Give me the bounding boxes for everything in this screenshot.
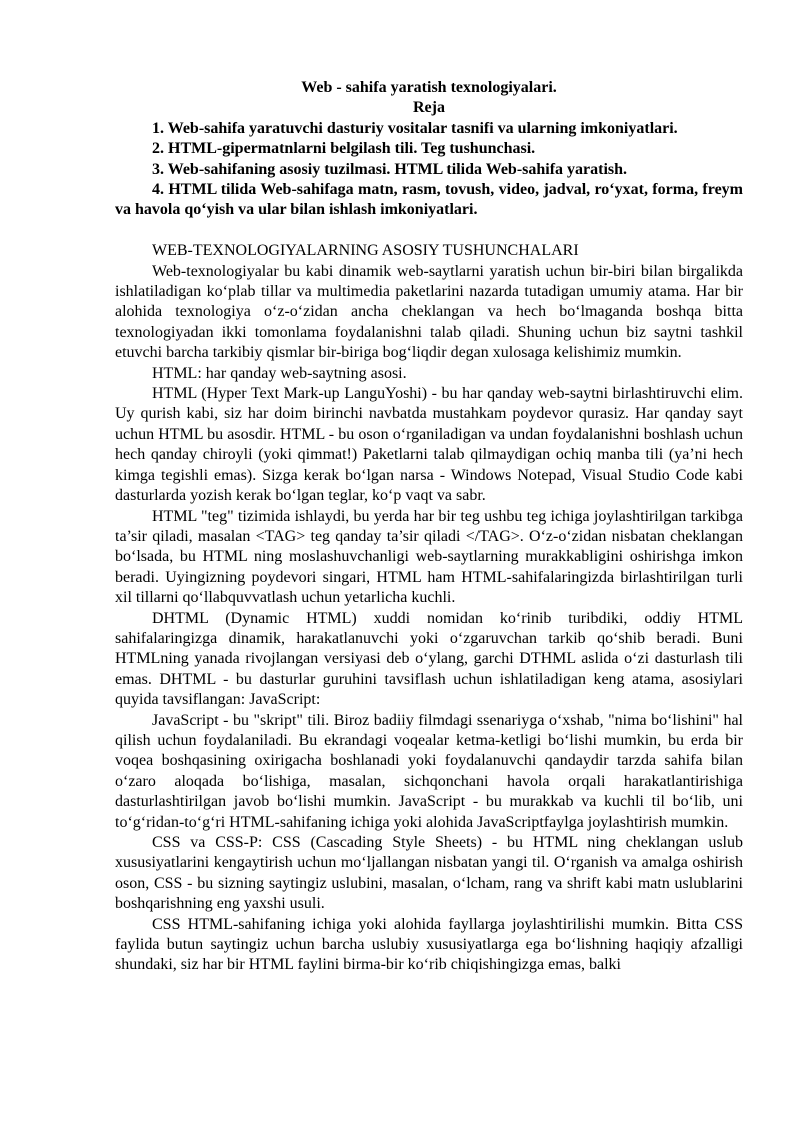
plan-heading: Reja xyxy=(413,99,445,117)
plan-item-1: 1. Web-sahifa yaratuvchi dasturiy vositalar tasnifi va ularning imkoniyatlari. xyxy=(152,119,678,137)
section-heading: WEB-TEXNOLOGIYALARNING ASOSIY TUSHUNCHALARI xyxy=(152,242,579,260)
paragraph-html-definition: HTML (Hyper Text Mark-up LanguYoshi) - bu har qanday web-saytni birlashtiruvchi elim. Uy qurish kabi, siz har doim birinchi navbatda mustahkam poydevor qurasiz. Har qanday sayt uchun HTML bu asosdir. HTML - bu oson o‘rganiladigan va undan foydalanishni boshlash uchun hech qanday chiroyli (yoki qimmat!) Paketlarni talab qilmaydigan ochiq manba tili (ya’ni hech kimga tegishli emas). Sizga kerak bo‘lgan narsa - Windows Notepad, Visual Studio Code kabi dasturlarda yozish kerak bo‘lgan teglar, ko‘p vaqt va sabr. xyxy=(115,385,743,505)
paragraph-css: CSS va CSS-P: CSS (Cascading Style Sheets) - bu HTML ning cheklangan uslub xususiyatlarini kengaytirish uchun mo‘ljallangan nisbatan yangi til. O‘rganish va amalga oshirish oson, CSS - bu sizning saytingiz uslubini, masalan, o‘lcham, rang va shrift kabi matn uslublarini boshqarishning eng yaxshi usuli. xyxy=(115,834,743,913)
plan-item-2: 2. HTML-gipermatnlarni belgilash tili. Teg tushunchasi. xyxy=(152,140,536,158)
plan-item-3: 3. Web-sahifaning asosiy tuzilmasi. HTML tilida Web-sahifa yaratish. xyxy=(152,160,628,178)
document-page xyxy=(115,78,743,976)
paragraph-css-files: CSS HTML-sahifaning ichiga yoki alohida fayllarga joylashtirilishi mumkin. Bitta CSS faylida butun saytingiz uchun barcha uslubiy xususiyatlarga ega bo‘lishning haqiqiy afzalligi shundaki, siz har bir HTML faylini birma-bir ko‘rib chiqishingizga emas, balki xyxy=(115,915,743,974)
paragraph-dhtml: DHTML (Dynamic HTML) xuddi nomidan ko‘rinib turibdiki, oddiy HTML sahifalaringizga dinamik, harakatlanuvchi yoki o‘zgaruvchan tarkib qo‘shib beradi. Buni HTMLning yanada rivojlangan versiyasi deb o‘ylang, garchi DTHML aslida o‘zi dasturlash tili emas. DHTML - bu dasturlar guruhini tavsiflash uchun ishlatiladigan keng atama, asosiylari quyida tavsiflangan: JavaScript: xyxy=(115,609,743,709)
paragraph-html-tags: HTML "teg" tizimida ishlaydi, bu yerda har bir teg ushbu teg ichiga joylashtirilgan tarkibga ta’sir qiladi, masalan <TAG> teg qanday ta’sir qiladi </TAG>. O‘z-o‘zidan nisbatan cheklangan bo‘lsada, bu HTML ning moslashuvchanligi web-saytlarning murakkabligini oshirishga imkon beradi. Uyingizning poydevori singari, HTML ham HTML-sahifalaringizda birlashtirilgan turli xil tillarni qo‘llabquvvatlash uchun yetarlicha kuchli. xyxy=(115,507,743,607)
plan-item-4: 4. HTML tilida Web-sahifaga matn, rasm, tovush, video, jadval, ro‘yxat, forma, freym va havola qo‘yish va ular bilan ishlash imkoniyatlari. xyxy=(115,181,743,219)
document-title: Web - sahifa yaratish texnologiyalari. xyxy=(301,79,557,96)
paragraph-html-basis: HTML: har qanday web-saytning asosi. xyxy=(152,364,407,382)
blank-line xyxy=(115,221,743,241)
paragraph-web-technologies: Web-texnologiyalar bu kabi dinamik web-saytlarni yaratish uchun bir-biri bilan birgalikda ishlatiladigan ko‘plab tillar va multimedia paketlarini nazarda tutadigan umumiy atama. Har bir alohida texnologiya o‘z-o‘zidan ancha cheklangan va hech bo‘lmaganda boshqa bitta texnologiyadan ikki tomonlama foydalanishni talab qiladi. Shuning uchun biz saytni tashkil etuvchi barcha tarkibiy qismlar bir-biriga bog‘liqdir degan xulosaga kelishimiz mumkin. xyxy=(115,262,743,362)
paragraph-javascript: JavaScript - bu "skript" tili. Biroz badiiy filmdagi ssenariyga o‘xshab, "nima bo‘lishini" hal qilish uchun foydalaniladi. Bu ekrandagi voqealar ketma-ketligi bo‘lishi mumkin, bu erda bir voqea boshqasining oxirigacha boshlanadi yoki foydalanuvchi qandaydir tarzda sahifa bilan o‘zaro aloqada bo‘lishiga, masalan, sichqonchani havola orqali harakatlantirishiga dasturlashtirilgan javob bo‘lishi mumkin. JavaScript - bu murakkab va kuchli til bo‘lib, uni to‘g‘ridan-to‘g‘ri HTML-sahifaning ichiga yoki alohida JavaScriptfaylga joylashtirish mumkin. xyxy=(115,711,743,831)
